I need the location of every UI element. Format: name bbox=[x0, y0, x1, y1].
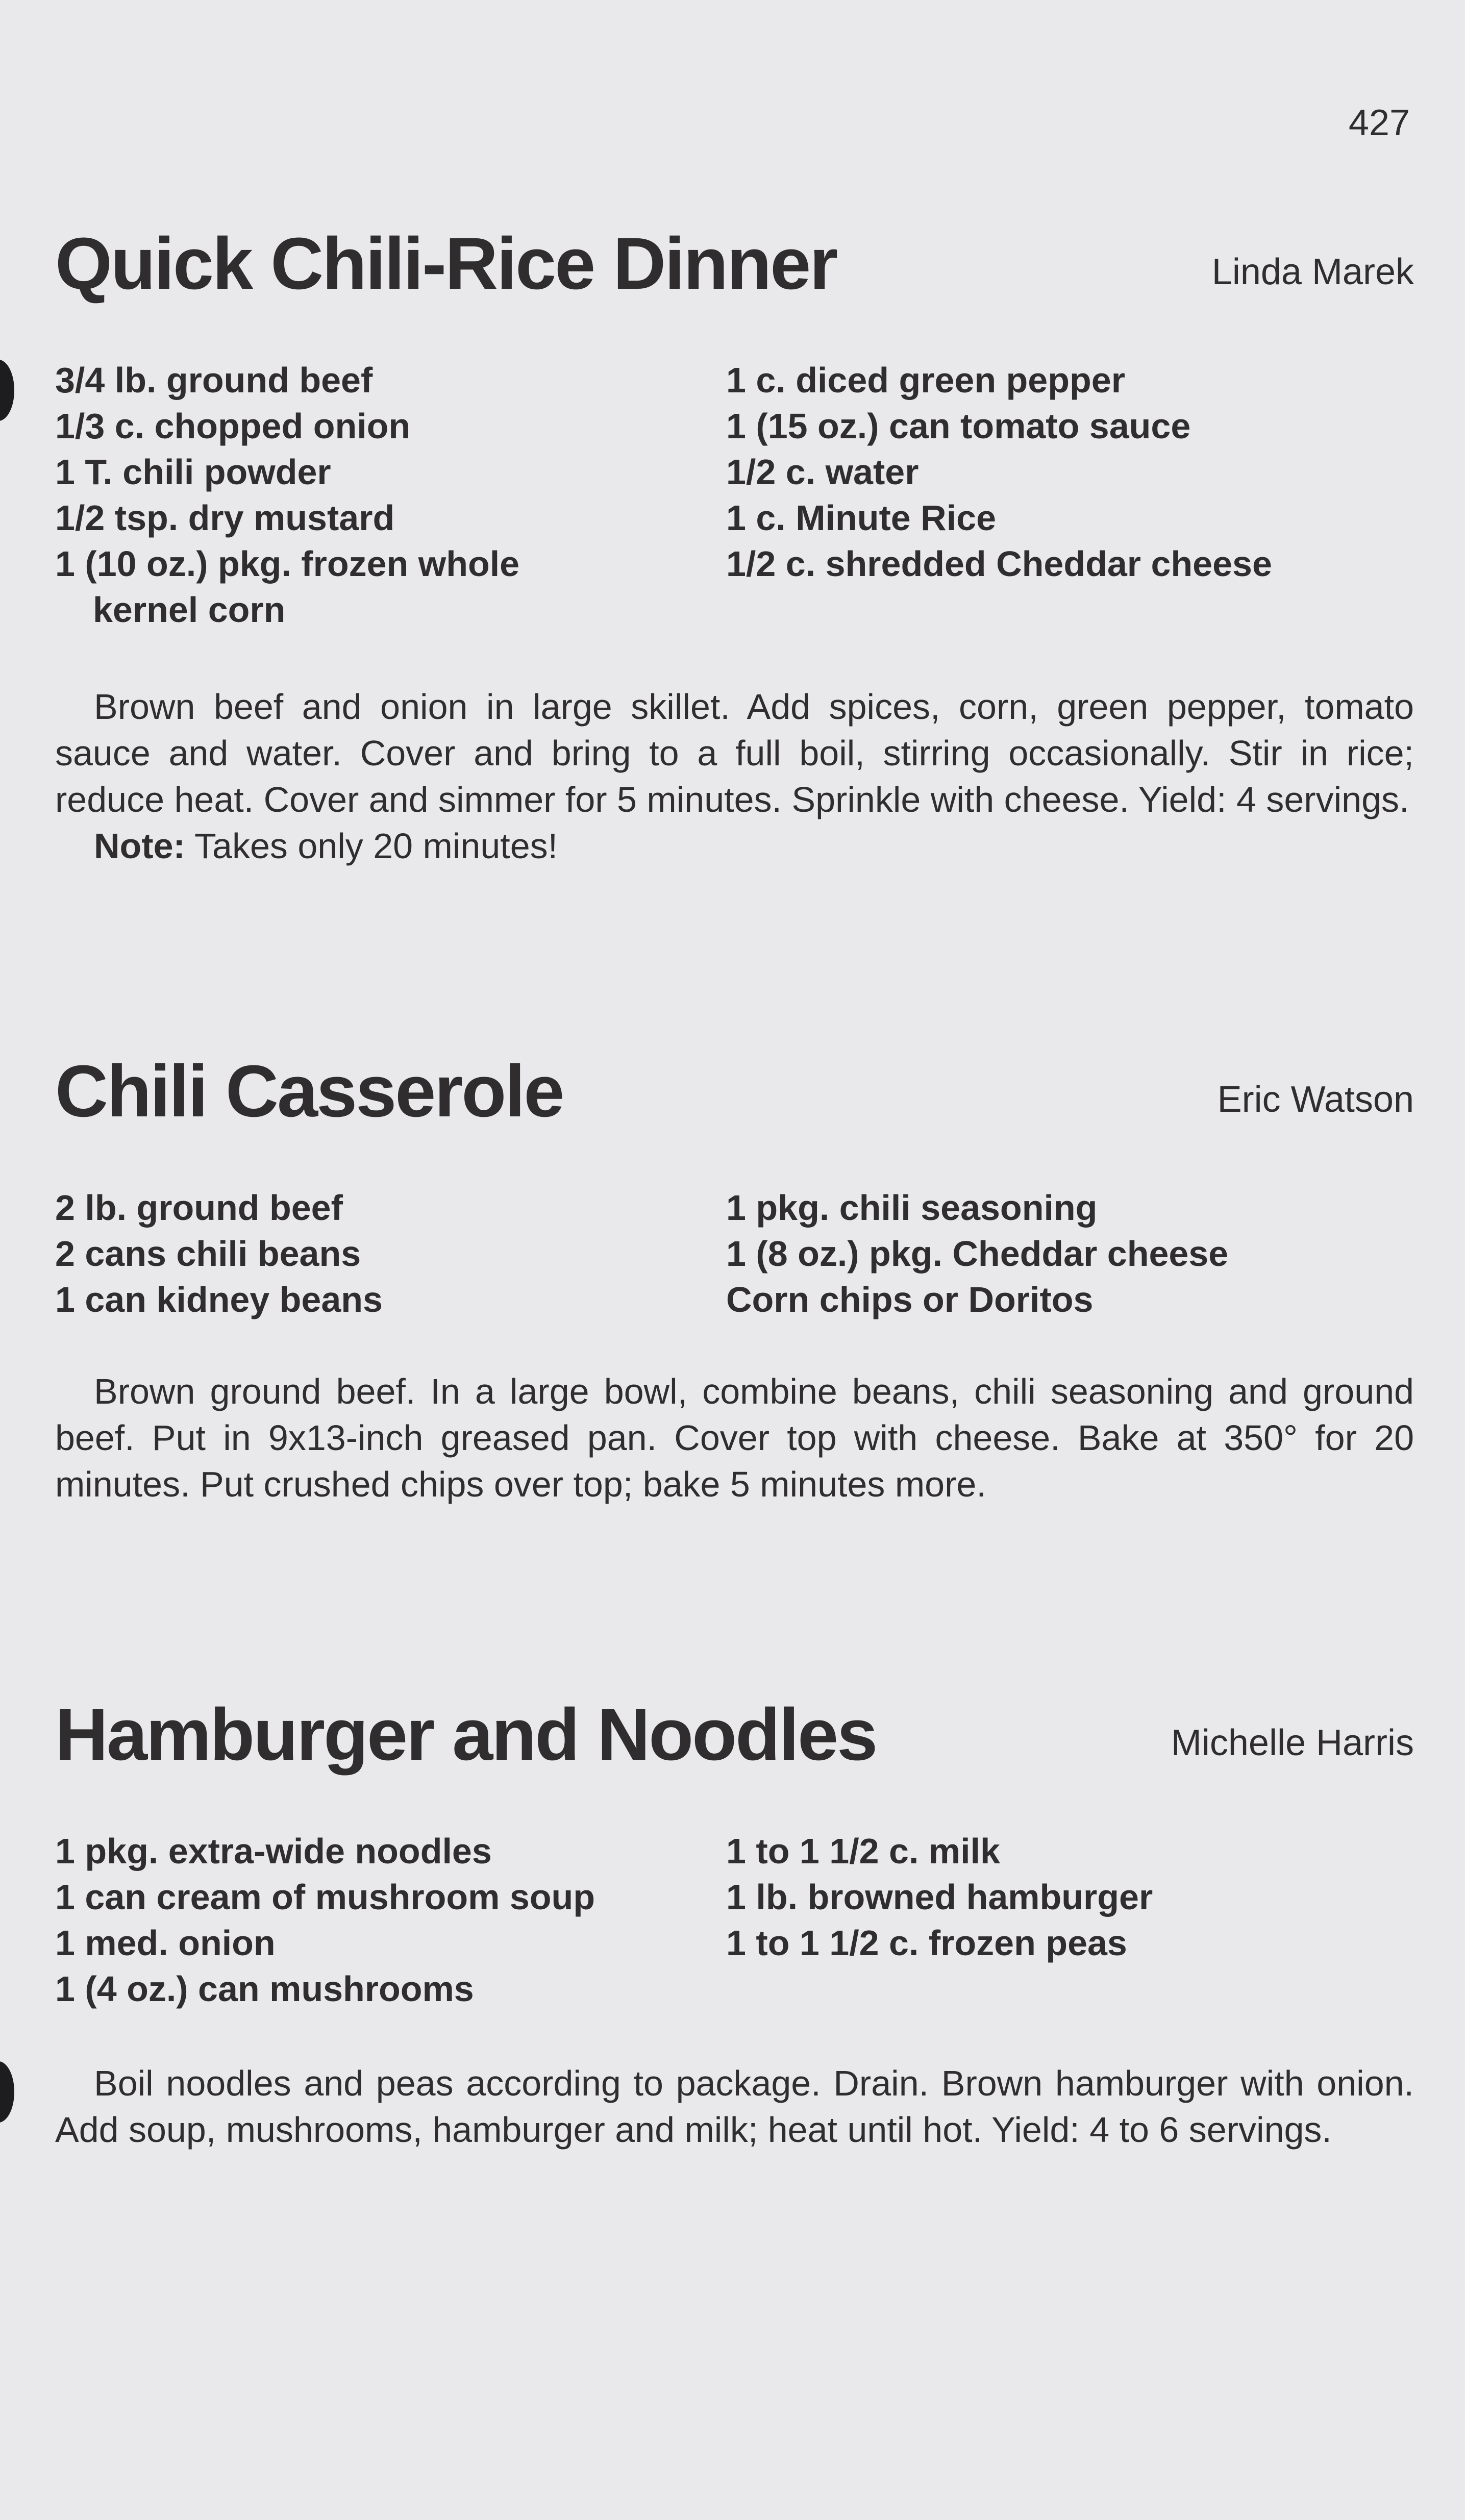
ingredient-list bbox=[55, 357, 1414, 633]
recipe-author: Eric Watson bbox=[1217, 1079, 1414, 1120]
ingredient-column-left bbox=[55, 1185, 726, 1323]
recipe-note bbox=[94, 823, 558, 869]
ingredient-item: 1/2 c. water bbox=[726, 452, 919, 492]
recipe-title: Chili Casserole bbox=[55, 1050, 563, 1132]
ingredient-item: 2 lb. ground beef bbox=[55, 1188, 343, 1228]
ingredient-continuation: kernel corn bbox=[93, 590, 286, 630]
ingredient-item: 1 med. onion bbox=[55, 1923, 276, 1963]
ingredient-column-right bbox=[726, 357, 1414, 633]
ingredient-column-right bbox=[726, 1185, 1414, 1323]
ingredient-item: 1/3 c. chopped onion bbox=[55, 406, 411, 446]
ingredient-list bbox=[55, 1828, 1414, 2012]
ingredient-item: 1 T. chili powder bbox=[55, 452, 331, 492]
binder-hole-bottom bbox=[0, 2061, 14, 2123]
ingredient-item: 1/2 tsp. dry mustard bbox=[55, 498, 395, 538]
ingredient-item: 1 (10 oz.) pkg. frozen whole bbox=[55, 544, 520, 584]
ingredient-item: 1 can kidney beans bbox=[55, 1280, 383, 1319]
ingredient-item: 1 (15 oz.) can tomato sauce bbox=[726, 406, 1191, 446]
ingredient-item: 1 pkg. extra-wide noodles bbox=[55, 1831, 492, 1871]
recipe-title: Hamburger and Noodles bbox=[55, 1693, 877, 1776]
ingredient-item: 1 (8 oz.) pkg. Cheddar cheese bbox=[726, 1234, 1229, 1274]
ingredient-column-left bbox=[55, 1828, 726, 2012]
ingredient-item-continued bbox=[55, 587, 726, 633]
recipe-author: Michelle Harris bbox=[1171, 1723, 1414, 1763]
recipe-method: Brown beef and onion in large skillet. Add spices, corn, green pepper, tomato sauce and water. Cover and bring to a full boil, stirring occasionally. Stir in rice; reduce heat. Cover and simmer for 5 minutes. Sprinkle with cheese. Yield: 4 servings. bbox=[55, 687, 1414, 819]
note-text: Takes only 20 minutes! bbox=[185, 826, 558, 866]
ingredient-item: 1 to 1 1/2 c. milk bbox=[726, 1831, 1000, 1871]
ingredient-list bbox=[55, 1185, 1414, 1323]
recipe-method: Boil noodles and peas according to package. Drain. Brown hamburger with onion. Add soup, mushrooms, hamburger and milk; heat until hot. Yield: 4 to 6 servings. bbox=[55, 2063, 1414, 2150]
recipe-author: Linda Marek bbox=[1211, 252, 1414, 292]
ingredient-item: 1 pkg. chili seasoning bbox=[726, 1188, 1098, 1228]
page-number: 427 bbox=[1348, 103, 1410, 143]
ingredient-item: Corn chips or Doritos bbox=[726, 1280, 1094, 1319]
binder-hole-top bbox=[0, 360, 14, 421]
ingredient-item: 1 lb. browned hamburger bbox=[726, 1877, 1153, 1917]
ingredient-column-right bbox=[726, 1828, 1414, 2012]
recipe-title: Quick Chili-Rice Dinner bbox=[55, 222, 837, 305]
ingredient-item: 2 cans chili beans bbox=[55, 1234, 361, 1274]
ingredient-column-left bbox=[55, 357, 726, 633]
ingredient-item: 3/4 lb. ground beef bbox=[55, 360, 373, 400]
ingredient-item: 1 (4 oz.) can mushrooms bbox=[55, 1969, 474, 2009]
ingredient-item: 1 can cream of mushroom soup bbox=[55, 1877, 595, 1917]
ingredient-item: 1 to 1 1/2 c. frozen peas bbox=[726, 1923, 1127, 1963]
ingredient-item: 1/2 c. shredded Cheddar cheese bbox=[726, 544, 1272, 584]
note-label: Note: bbox=[94, 826, 185, 866]
recipe-method: Brown ground beef. In a large bowl, combine beans, chili seasoning and ground beef. Put in 9x13-inch greased pan. Cover top with cheese. Bake at 350° for 20 minutes. Put crushed chips over top; bake 5 minutes more. bbox=[55, 1371, 1414, 1504]
ingredient-item: 1 c. diced green pepper bbox=[726, 360, 1125, 400]
ingredient-item: 1 c. Minute Rice bbox=[726, 498, 997, 538]
